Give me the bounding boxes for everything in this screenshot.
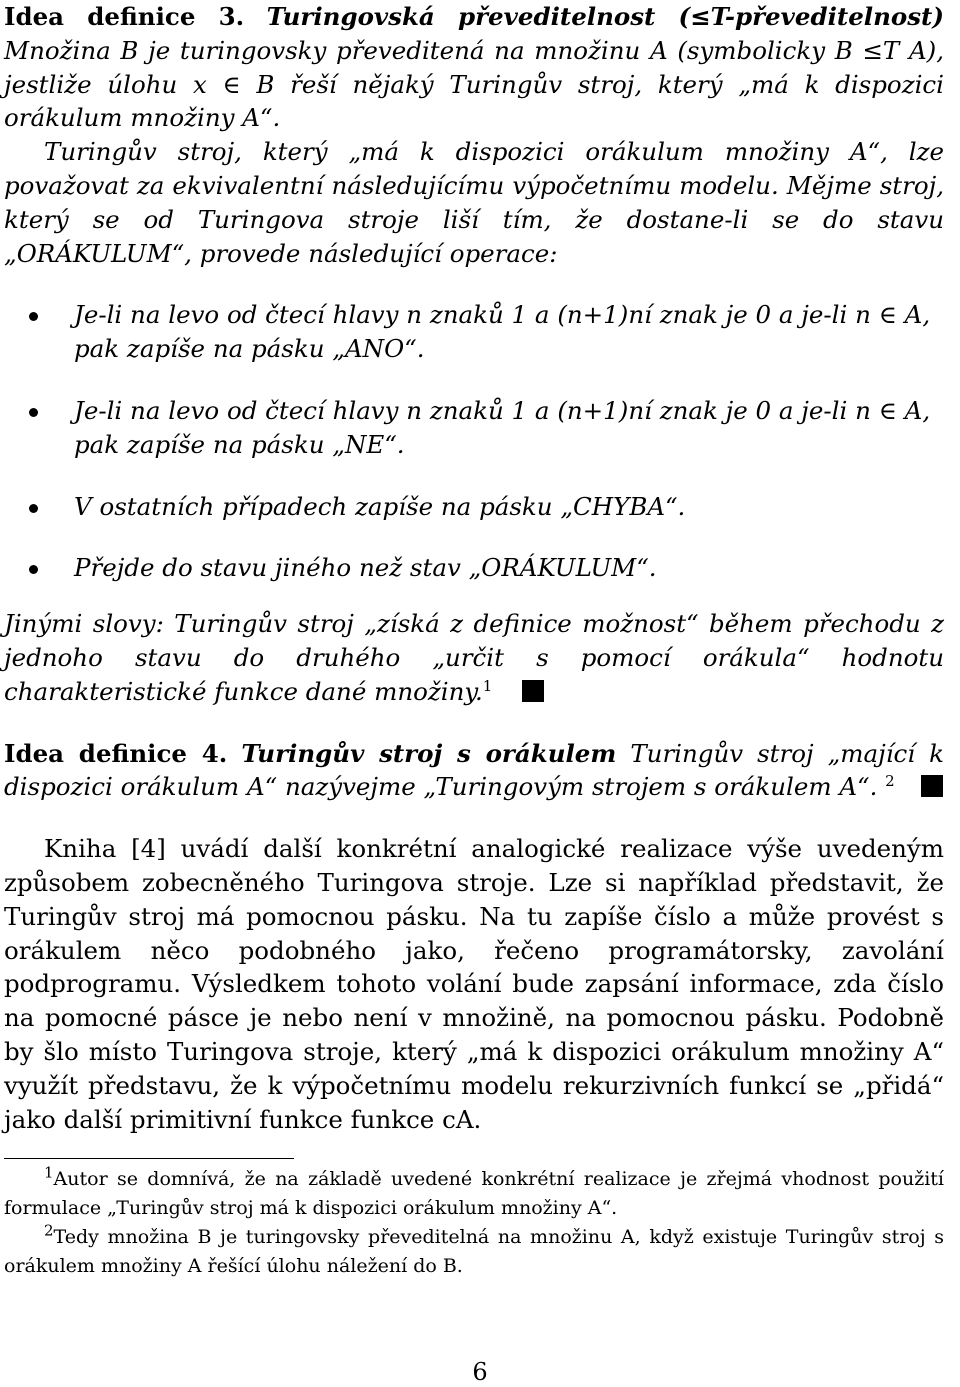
list-item: Přejde do stavu jiného než stav „ORÁKULUM“.: [4, 551, 944, 585]
page-content: [4, 0, 944, 1136]
definition-4-title: Turingův stroj s orákulem: [241, 738, 617, 768]
footnote-1: $^1$Autor se domnívá, že na základě uvedené konkrétní realizace je zřejmá vhodnost použití formulace „Turingův stroj má k dispozici orákulum množiny A“.: [4, 1163, 944, 1219]
definition-4: [4, 737, 944, 805]
main-paragraph: Kniha [4] uvádí další konkrétní analogické realizace výše uvedeným způsobem zobecněného Turingova stroje. Lze si například představit, že Turingův stroj má pomocnou pásku. Na tu zapíše číslo a může provést s orákulem něco podobného jako, řečeno programátorsky, zavolání podprogramu. Výsledkem tohoto volání bude zapsání informace, zda číslo na pomocné pásce je nebo není v množině, na pomocnou pásku. Podobně by šlo místo Turingova stroje, který „má k dispozici orákulum množiny A“ využít představu, že k výpočetnímu modelu rekurzivních funkcí se „přidá“ jako další primitivní funkce funkce cA.: [4, 834, 944, 1134]
bullet-icon: [29, 504, 38, 513]
end-of-definition-icon: [921, 775, 943, 797]
footnotes: [4, 1158, 944, 1281]
definition-4-label: Idea definice 4.: [4, 738, 228, 768]
definition-3-title: Turingovská převeditelnost (≤T-převeditelnost): [266, 2, 944, 31]
oracle-operations-list: [4, 298, 944, 585]
footnote-ref-1: 1: [482, 676, 493, 695]
list-item: V ostatních případech zapíše na pásku „CHYBA“.: [4, 490, 944, 524]
page-number: 6: [472, 1358, 488, 1386]
list-item: Je-li na levo od čtecí hlavy n znaků 1 a (n+1)ní znak je 0 a je-li n ∈ A, pak zapíše na pásku „NE“.: [4, 394, 944, 462]
definition-3: [4, 0, 944, 135]
list-item: Je-li na levo od čtecí hlavy n znaků 1 a (n+1)ní znak je 0 a je-li n ∈ A, pak zapíše na pásku „ANO“.: [4, 298, 944, 366]
footnote-ref-2: 2: [885, 772, 895, 791]
definition-3-label: Idea definice 3.: [4, 2, 245, 31]
bullet-icon: [29, 312, 38, 321]
definition-3-body: Množina B je turingovsky převeditená na množinu A (symbolicky B ≤T A), jestliže úlohu x ∈ B řeší nějaký Turingův stroj, který „má k dispozici orákulum množiny A“.: [4, 35, 944, 133]
footnote-2: $^2$Tedy množina B je turingovsky převeditelná na množinu A, když existuje Turingův stroj s orákulem množiny A řešící úlohu náležení do B.: [4, 1221, 944, 1277]
definition-3-model-paragraph: Turingův stroj, který „má k dispozici orákulum množiny A“, lze považovat za ekvivalentní následujícímu výpočetnímu modelu. Mějme stroj, který se od Turingova stroje liší tím, že dostane-li se do stavu „ORÁKULUM“, provede následující operace:: [4, 137, 944, 268]
definition-3-summary: Jinými slovy: Turingův stroj „získá z definice možnost“ během přechodu z jednoho stavu do druhého „určit s pomocí orákula“ hodnotu charakteristické funkce dané množiny.$^1$: [4, 609, 944, 706]
bullet-icon: [29, 565, 38, 574]
bullet-icon: [29, 408, 38, 417]
footnote-rule: [4, 1158, 294, 1159]
definition-4-body: Turingův stroj „mající k dispozici orákulum A“ nazývejme „Turingovým strojem s orákulem A“.: [4, 738, 944, 802]
end-of-definition-icon: [522, 680, 544, 702]
